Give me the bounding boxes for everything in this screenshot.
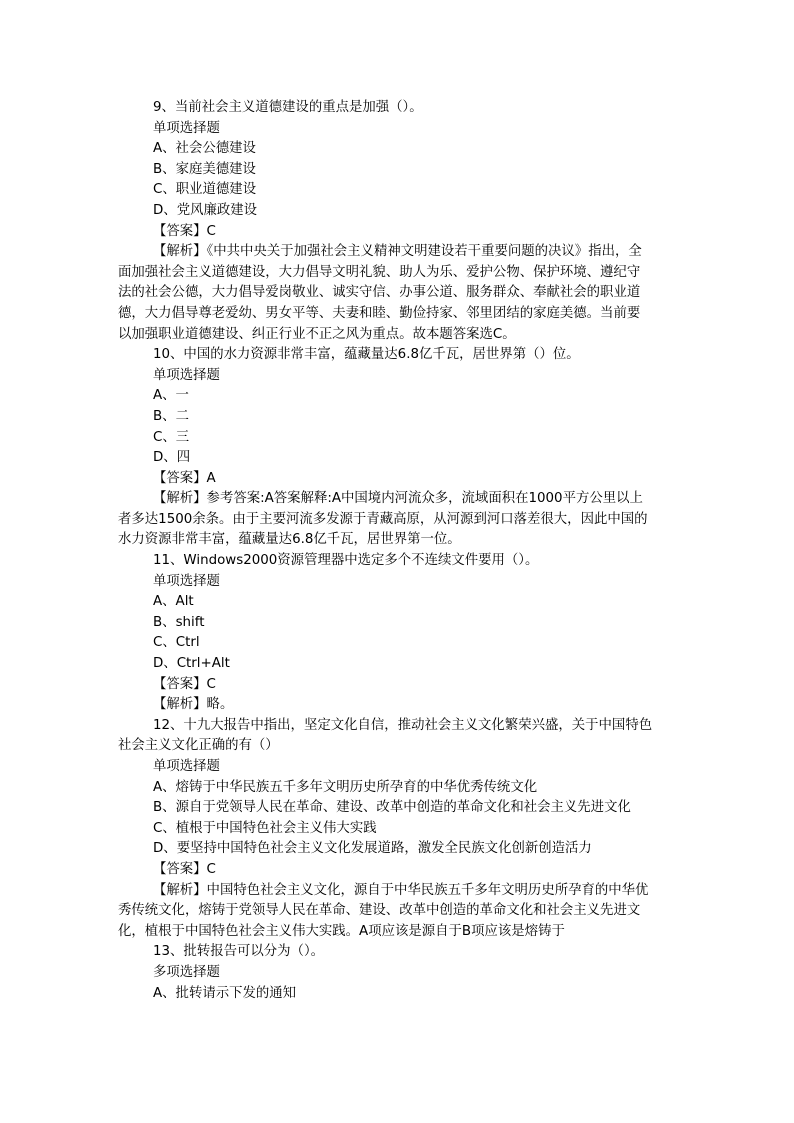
question-type: 单项选择题 <box>153 573 220 589</box>
question-type: 单项选择题 <box>153 759 220 774</box>
analysis <box>118 489 678 551</box>
question-type: 单项选择题 <box>153 367 220 383</box>
analysis-line: 者多达1500余条。由于主要河流多发源于青藏高原，从河源到河口落差很大，因此中国的 <box>118 511 648 527</box>
option-c: C、职业道德建设 <box>153 182 257 198</box>
analysis <box>118 881 678 943</box>
question-stem: 10、中国的水力资源非常丰富，蕴藏量达6.8亿千瓦，居世界第（）位。 <box>153 347 580 363</box>
question-stem <box>118 716 678 757</box>
option-b: B、家庭美德建设 <box>153 161 256 177</box>
question-10 <box>118 345 678 551</box>
question-stem: 11、Windows2000资源管理器中选定多个不连续文件要用（）。 <box>153 553 539 569</box>
option-a: A、Alt <box>153 594 194 610</box>
option-a: A、社会公德建设 <box>153 141 256 157</box>
question-stem-line: 12、十九大报告中指出，坚定文化自信，推动社会主义文化繁荣兴盛，关于中国特色 <box>153 717 653 733</box>
question-type: 单项选择题 <box>153 120 220 136</box>
analysis <box>118 242 678 345</box>
question-stem: 13、批转报告可以分为（）。 <box>153 944 325 960</box>
option-b: B、源自于党领导人民在革命、建设、改革中创造的革命文化和社会主义先进文化 <box>153 800 631 816</box>
option-c: C、三 <box>153 429 190 445</box>
analysis-line: 【解析】《中共中央关于加强社会主义精神文明建设若干重要问题的决议》指出，全 <box>153 244 642 260</box>
document-page <box>118 98 678 1004</box>
analysis-line: 秀传统文化，熔铸于党领导人民在革命、建设、改革中创造的革命文化和社会主义先进文 <box>118 903 641 919</box>
answer: 【答案】C <box>153 861 216 877</box>
analysis-line: 法的社会公德，大力倡导爱岗敬业、诚实守信、办事公道、服务群众、奉献社会的职业道 <box>118 285 641 301</box>
option-b: B、shift <box>153 614 205 630</box>
option-c: C、Ctrl <box>153 635 200 651</box>
option-d: D、党风廉政建设 <box>153 202 258 218</box>
question-stem: 9、当前社会主义道德建设的重点是加强（）。 <box>153 100 423 115</box>
option-a: A、一 <box>153 388 189 404</box>
answer: 【答案】C <box>153 676 216 692</box>
option-c: C、植根于中国特色社会主义伟大实践 <box>153 820 377 836</box>
analysis-line: 【解析】略。 <box>153 697 234 713</box>
analysis-line: 水力资源非常丰富，蕴藏量达6.8亿千瓦，居世界第一位。 <box>118 532 461 548</box>
option-d: D、要坚持中国特色社会主义文化发展道路，激发全民族文化创新创造活力 <box>153 841 592 857</box>
question-9 <box>118 98 678 345</box>
option-d: D、Ctrl+Alt <box>153 656 230 672</box>
question-12 <box>118 716 678 943</box>
question-stem-line: 社会主义文化正确的有（） <box>118 738 279 754</box>
question-type: 多项选择题 <box>153 964 220 980</box>
analysis-line: 化，植根于中国特色社会主义伟大实践。A项应该是源自于B项应该是熔铸于 <box>118 923 565 939</box>
analysis-line: 德，大力倡导尊老爱幼、男女平等、夫妻和睦、勤俭持家、邻里团结的家庭美德。当前要 <box>118 305 641 321</box>
answer: 【答案】C <box>153 223 216 239</box>
analysis-line: 【解析】中国特色社会主义文化，源自于中华民族五千多年文明历史所孕育的中华优 <box>153 882 649 898</box>
question-11 <box>118 551 678 716</box>
question-13 <box>118 942 678 1004</box>
option-a: A、批转请示下发的通知 <box>153 985 297 1001</box>
answer: 【答案】A <box>153 470 216 486</box>
option-b: B、二 <box>153 408 189 424</box>
analysis-line: 以加强职业道德建设、纠正行业不正之风为重点。故本题答案选C。 <box>118 326 516 342</box>
option-d: D、四 <box>153 450 191 466</box>
option-a: A、熔铸于中华民族五千多年文明历史所孕育的中华优秀传统文化 <box>153 779 538 795</box>
analysis-line: 面加强社会主义道德建设，大力倡导文明礼貌、助人为乐、爱护公物、保护环境、遵纪守 <box>118 264 641 280</box>
analysis-line: 【解析】参考答案:A答案解释:A中国境内河流众多，流域面积在1000平方公里以上 <box>153 491 643 507</box>
